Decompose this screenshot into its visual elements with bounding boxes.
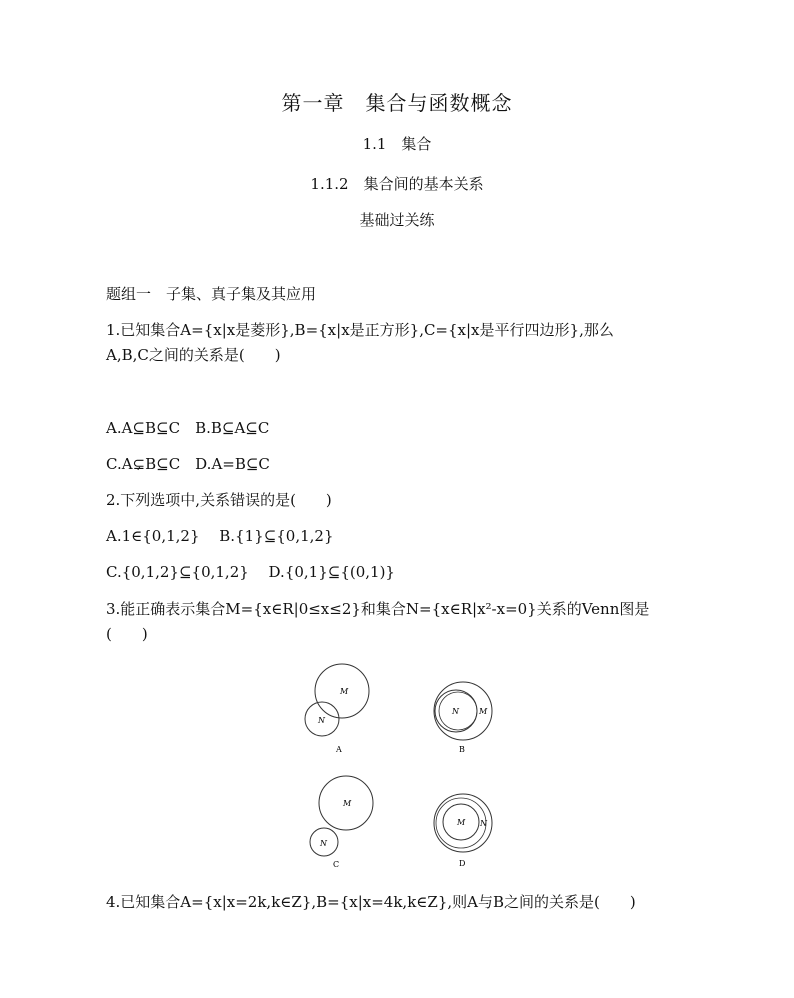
- section-title: 1.1 集合: [362, 135, 432, 153]
- venn-a-option-label: A: [336, 745, 342, 754]
- q3-stem-line2: ( ): [106, 625, 148, 643]
- venn-b-option-label: B: [459, 745, 465, 754]
- q4-stem: 4.已知集合A={x|x=2k,k∈Z},B={x|x=4k,k∈Z},则A与B之间的关系是( ): [106, 893, 636, 911]
- q1-options-ab: A.A⊆B⊆C B.B⊆A⊆C: [106, 419, 270, 437]
- q3-stem-line1: 3.能正确表示集合M={x∈R|0≤x≤2}和集合N={x∈R|x²-x=0}关系的Venn图是: [106, 600, 650, 618]
- venn-c-option-label: C: [333, 860, 340, 869]
- venn-diagram-c: [300, 772, 390, 872]
- venn-d-option-label: D: [459, 859, 466, 868]
- q2-stem: 2.下列选项中,关系错误的是( ): [106, 491, 332, 509]
- q2-options-ab: A.1∈{0,1,2} B.{1}⊆{0,1,2}: [106, 527, 334, 545]
- venn-a-big-label: M: [340, 687, 349, 696]
- q2-options-cd: C.{0,1,2}⊆{0,1,2} D.{0,1}⊆{(0,1)}: [106, 563, 395, 581]
- practice-title: 基础过关练: [359, 211, 435, 229]
- q1-stem-line2: A,B,C之间的关系是( ): [106, 346, 281, 364]
- q1-options-cd: C.A⊊B⊆C D.A=B⊆C: [106, 455, 270, 473]
- venn-c-big-label: M: [343, 799, 352, 808]
- venn-d-outer-label: N: [480, 819, 487, 828]
- venn-a-small-label: N: [318, 716, 325, 725]
- chapter-title: 第一章 集合与函数概念: [281, 91, 513, 115]
- venn-diagram-a: [290, 655, 390, 755]
- venn-b-outer-label: M: [479, 707, 488, 716]
- venn-d-inner-label: M: [457, 818, 466, 827]
- q1-stem-line1: 1.已知集合A={x|x是菱形},B={x|x是正方形},C={x|x是平行四边形},那么: [106, 321, 614, 339]
- subsection-title: 1.1.2 集合间的基本关系: [310, 175, 484, 193]
- venn-c-small-label: N: [320, 839, 327, 848]
- venn-diagram-d: [420, 780, 510, 872]
- venn-diagram-b: [420, 668, 510, 758]
- group-title: 题组一 子集、真子集及其应用: [106, 285, 317, 303]
- venn-b-inner-label: N: [452, 707, 459, 716]
